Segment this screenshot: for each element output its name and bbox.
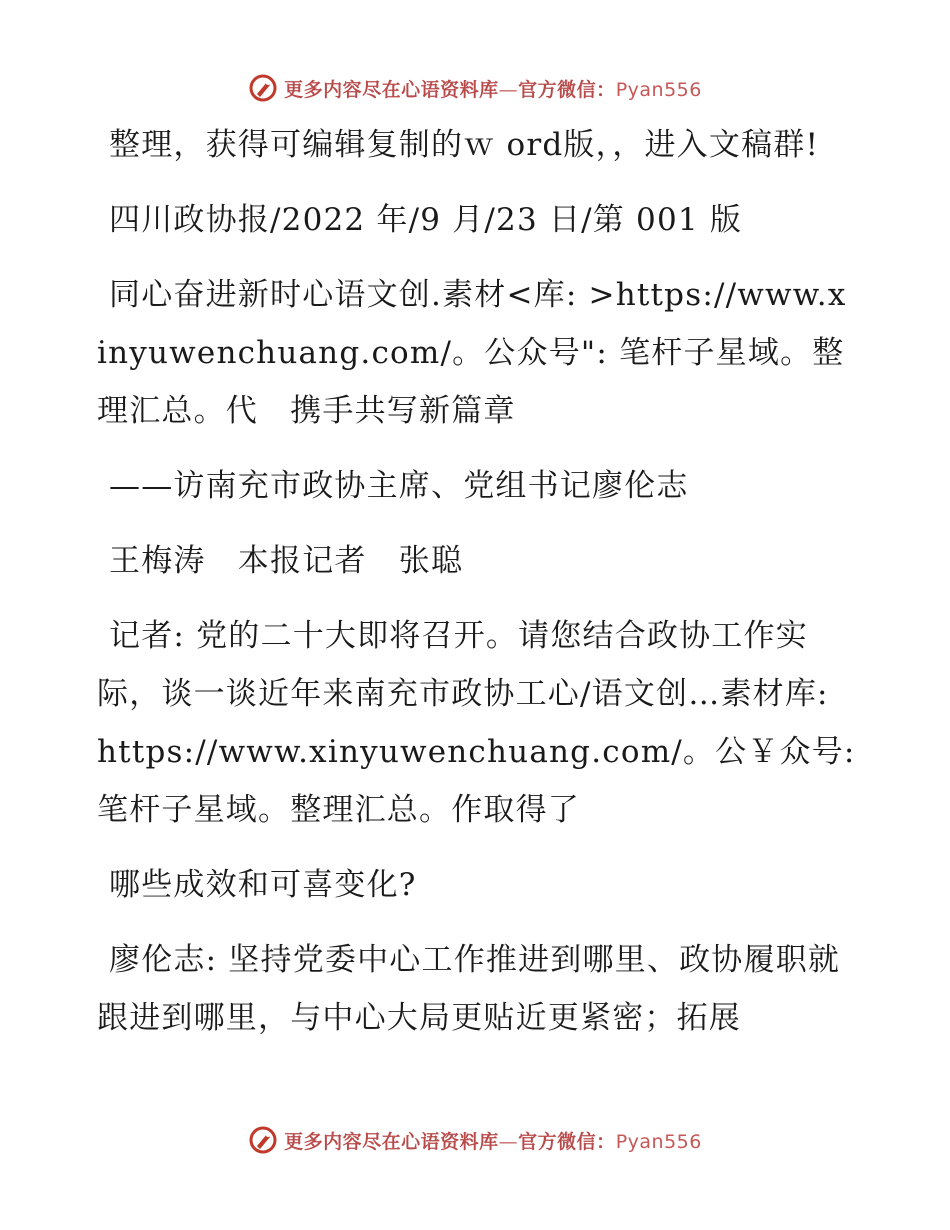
banner-text: 更多内容尽在心语资料库—官方微信：Pyan556 xyxy=(284,78,702,101)
paragraph: ——访南充市政协主席、党组书记廖伦志 xyxy=(109,468,689,504)
paragraph: 记者: 党的二十大即将召开。请您结合政协工作实际，谈一谈近年来南充市政协工心/语文创…素材库: https://www.xinyuwenchuang.com/。公￥众号: 笔杆子星域。整理汇总。作取得了 xyxy=(97,618,856,828)
pen-logo-icon xyxy=(248,1125,278,1155)
paragraph: 整理，获得可编辑复制的ｗ ord版，，进入文稿群! xyxy=(109,127,820,163)
banner-text: 更多内容尽在心语资料库—官方微信：Pyan556 xyxy=(284,1130,702,1153)
document-body xyxy=(97,116,857,1064)
paragraph: 廖伦志: 坚持党委中心工作推进到哪里、政协履职就跟进到哪里，与中心大局更贴近更紧密；拓展 xyxy=(97,942,841,1036)
pen-logo-icon xyxy=(248,73,278,103)
header-banner xyxy=(0,68,950,108)
paragraph: 王梅涛 本报记者 张聪 xyxy=(109,543,464,579)
paragraph: 同心奋进新时心语文创.素材<库: >https://www.xinyuwenchuang.com/。公众号": 笔杆子星域。整理汇总。代 携手共写新篇章 xyxy=(97,277,847,429)
paragraph: 四川政协报/2022 年/9 月/23 日/第 001 版 xyxy=(109,202,743,238)
paragraph: 哪些成效和可喜变化? xyxy=(109,867,417,903)
footer-banner xyxy=(0,1120,950,1160)
